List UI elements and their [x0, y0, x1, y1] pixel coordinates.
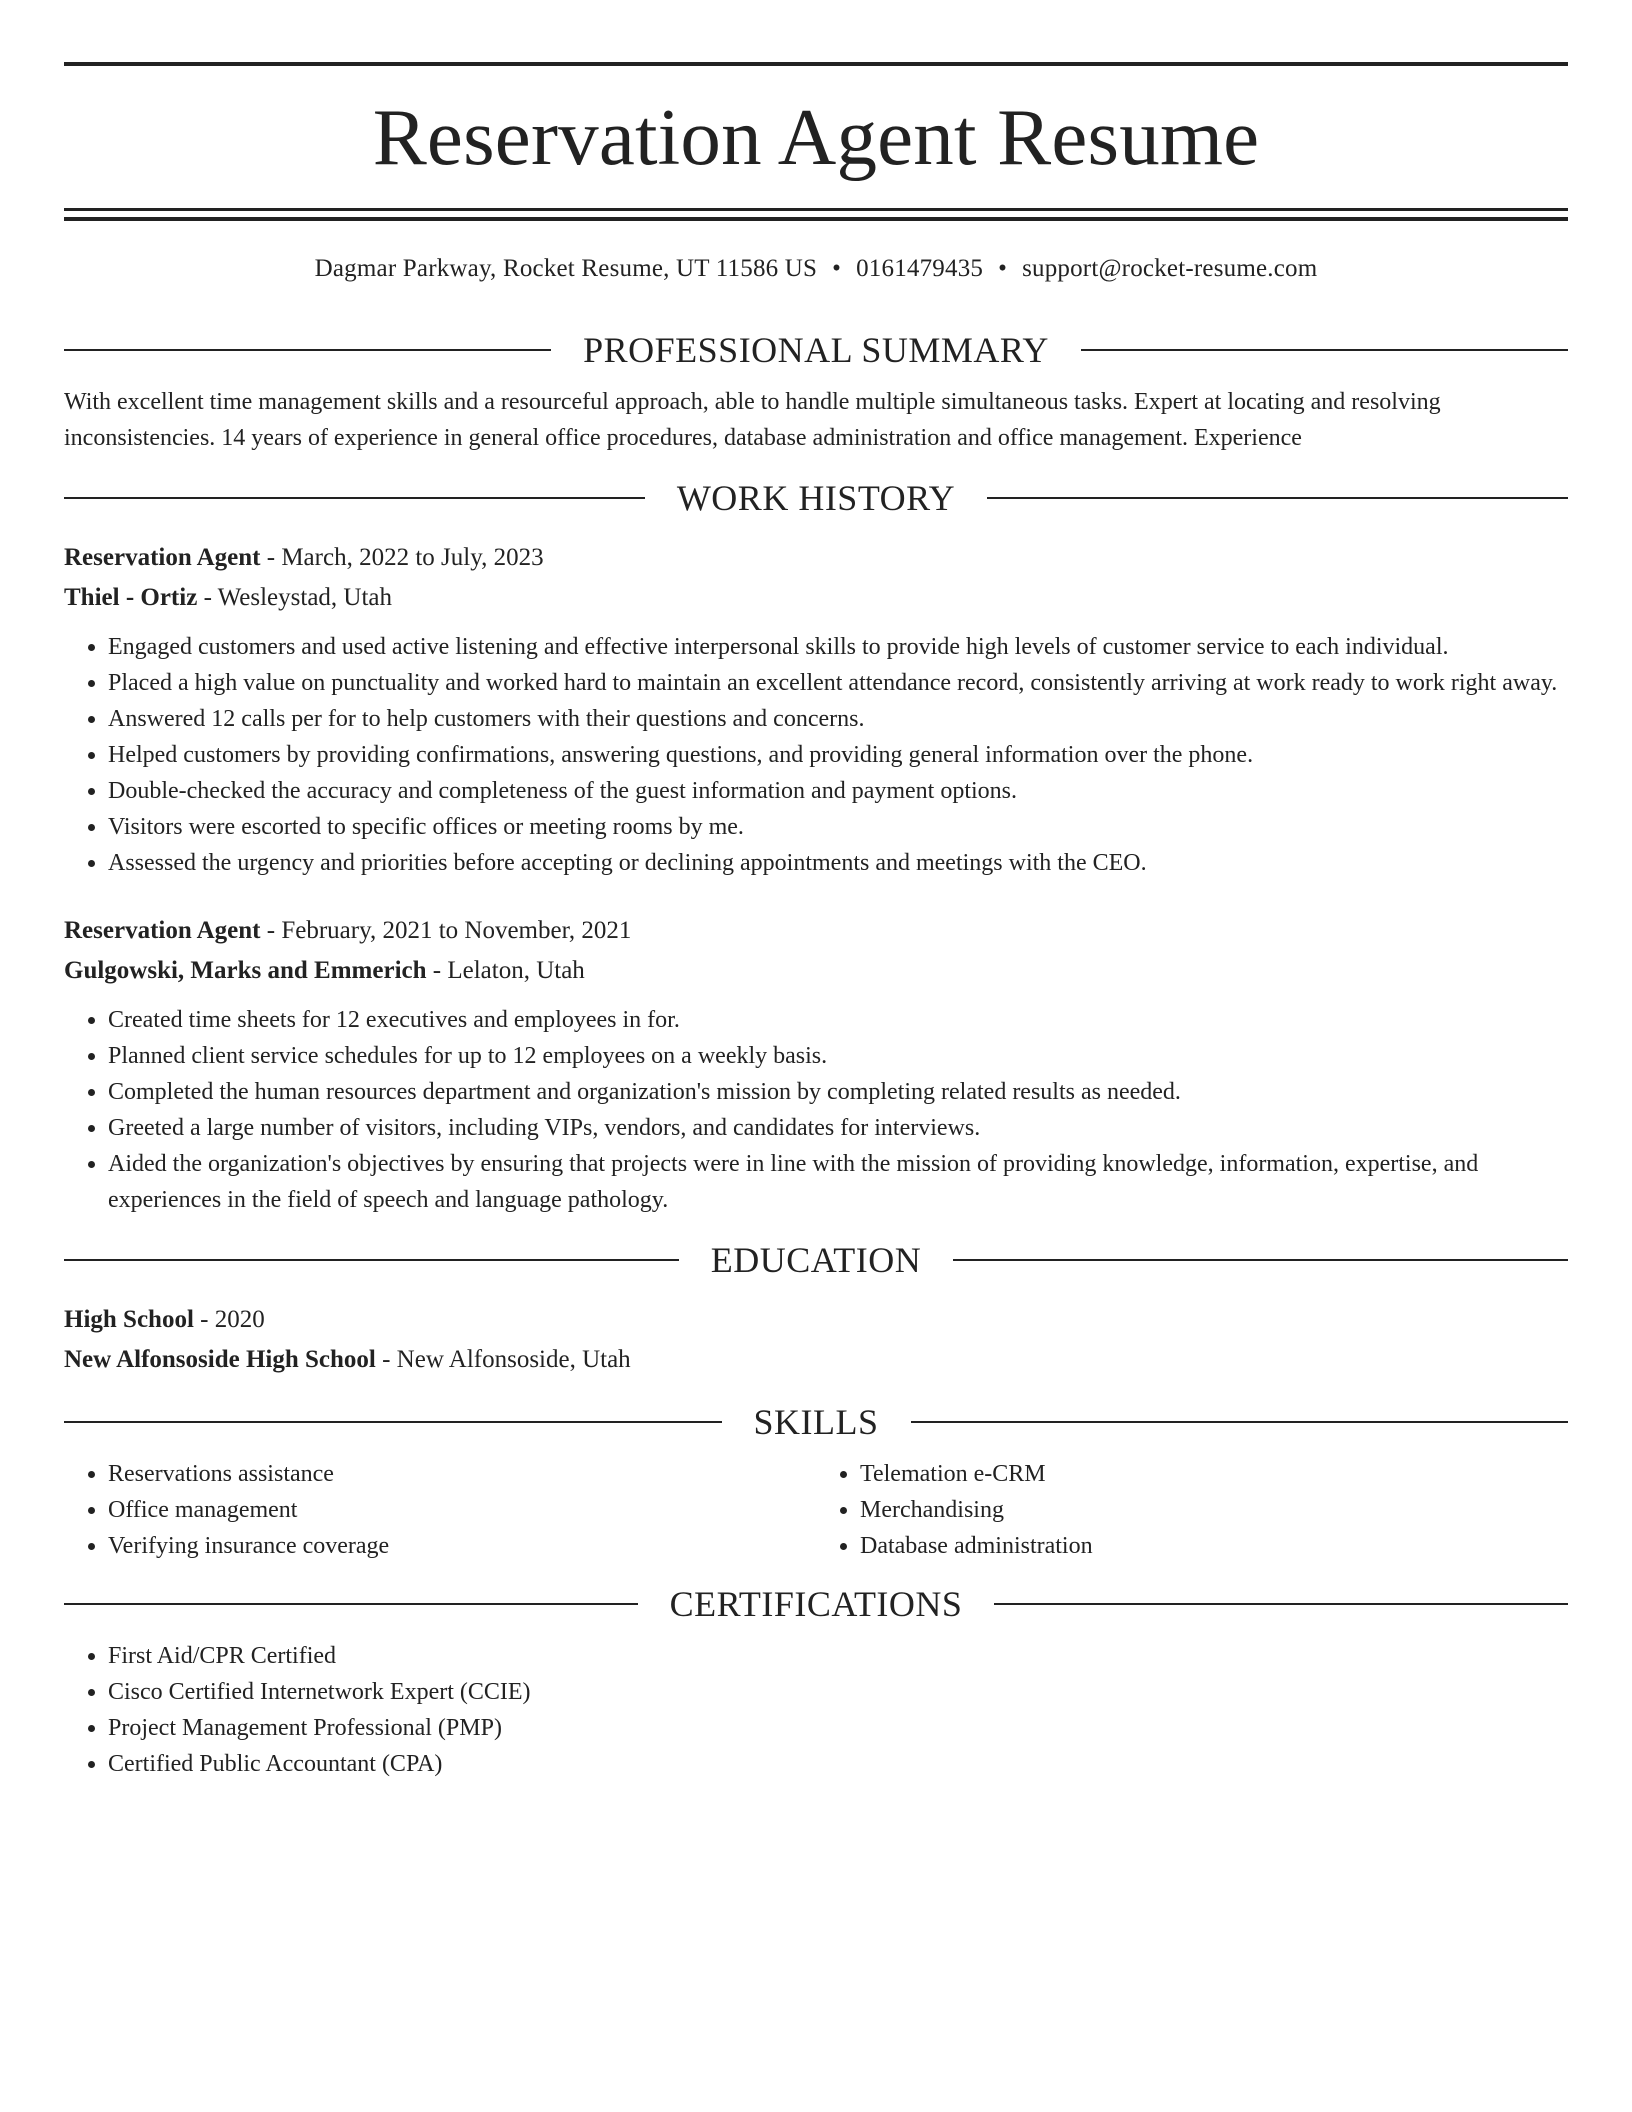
heading-rule-left [64, 349, 551, 351]
list-item: • Visitors were escorted to specific offices or meeting rooms by me. [108, 809, 1568, 845]
heading-rule-right [953, 1259, 1568, 1261]
education-degree: High School [64, 1306, 194, 1333]
skills-list-left [64, 1456, 816, 1564]
list-item: • Greeted a large number of visitors, including VIPs, vendors, and candidates for interviews. [108, 1110, 1568, 1146]
resume-title: Reservation Agent Resume [372, 92, 1260, 182]
list-item: • Verifying insurance coverage [108, 1528, 816, 1564]
heading-rule-right [994, 1603, 1568, 1605]
heading-rule-right [987, 497, 1568, 499]
list-item: • Double-checked the accuracy and completeness of the guest information and payment options. [108, 773, 1568, 809]
education-year: - 2020 [193, 1306, 265, 1333]
summary-text: With excellent time management skills and a resourceful approach, able to handle multiple simultaneous tasks. Expert at locating and resolving inconsistencies. 14 years of experience in general office procedures, database administration and office management. Experience [64, 389, 1441, 451]
job-company-line [64, 951, 1568, 991]
heading-rule-left [64, 497, 645, 499]
job-location: - Lelaton, Utah [426, 957, 585, 984]
job-entry [64, 538, 1568, 881]
work-history-heading [64, 480, 1568, 516]
education-degree-line [64, 1300, 1568, 1340]
list-item: • Reservations assistance [108, 1456, 816, 1492]
list-item: • Answered 12 calls per for to help customers with their questions and concerns. [108, 701, 1568, 737]
summary-heading-label: PROFESSIONAL SUMMARY [583, 330, 1049, 370]
list-item: • Cisco Certified Internetwork Expert (CCIE) [108, 1674, 1568, 1710]
job-title: Reservation Agent [64, 917, 261, 944]
contact-email: support@rocket-resume.com [1022, 255, 1318, 282]
skills-grid [64, 1456, 1568, 1564]
contact-separator: • [832, 255, 842, 282]
job-company: Gulgowski, Marks and Emmerich [64, 957, 427, 984]
list-item: • Project Management Professional (PMP) [108, 1710, 1568, 1746]
contact-separator: • [998, 255, 1008, 282]
list-item: • Certified Public Accountant (CPA) [108, 1746, 1568, 1782]
contact-phone: 0161479435 [856, 255, 984, 282]
job-bullets [64, 629, 1568, 881]
job-title: Reservation Agent [64, 544, 261, 571]
list-item: • Created time sheets for 12 executives and employees in for. [108, 1002, 1568, 1038]
summary-heading [64, 332, 1568, 368]
certifications-list [64, 1638, 1568, 1782]
job-dates: - March, 2022 to July, 2023 [260, 544, 544, 571]
list-item: • First Aid/CPR Certified [108, 1638, 1568, 1674]
list-item: • Planned client service schedules for up to 12 employees on a weekly basis. [108, 1038, 1568, 1074]
skills-heading [64, 1404, 1568, 1440]
list-item: • Database administration [860, 1528, 1568, 1564]
job-company-line [64, 578, 1568, 618]
heading-rule-right [1081, 349, 1568, 351]
title-double-rule [64, 208, 1568, 221]
skills-list-right [816, 1456, 1568, 1564]
education-location: - New Alfonsoside, Utah [375, 1346, 631, 1373]
top-rule [64, 62, 1568, 66]
work-history-heading-label: WORK HISTORY [676, 478, 956, 518]
list-item: • Aided the organization's objectives by ensuring that projects were in line with the mission of providing knowledge, information, expertise, and experiences in the field of speech and language pathology. [108, 1146, 1568, 1218]
list-item: • Office management [108, 1492, 816, 1528]
heading-rule-left [64, 1421, 722, 1423]
list-item: • Helped customers by providing confirmations, answering questions, and providing general information over the phone. [108, 737, 1568, 773]
list-item: • Telemation e-CRM [860, 1456, 1568, 1492]
list-item: • Completed the human resources department and organization's mission by completing related results as needed. [108, 1074, 1568, 1110]
contact-line [64, 254, 1568, 284]
list-item: • Engaged customers and used active listening and effective interpersonal skills to provide high levels of customer service to each individual. [108, 629, 1568, 665]
job-title-line [64, 538, 1568, 578]
job-bullets [64, 1002, 1568, 1218]
job-location: - Wesleystad, Utah [197, 584, 393, 611]
education-entry [64, 1300, 1568, 1380]
heading-rule-left [64, 1259, 679, 1261]
contact-address: Dagmar Parkway, Rocket Resume, UT 11586 US [314, 255, 818, 282]
certifications-heading-label: CERTIFICATIONS [669, 1584, 963, 1624]
certifications-heading [64, 1586, 1568, 1622]
heading-rule-left [64, 1603, 638, 1605]
heading-rule-right [911, 1421, 1569, 1423]
list-item: • Placed a high value on punctuality and worked hard to maintain an excellent attendance record, consistently arriving at work ready to work right away. [108, 665, 1568, 701]
job-dates: - February, 2021 to November, 2021 [260, 917, 632, 944]
education-school-line [64, 1340, 1568, 1380]
list-item: • Merchandising [860, 1492, 1568, 1528]
skills-heading-label: SKILLS [753, 1402, 879, 1442]
education-school: New Alfonsoside High School [64, 1346, 376, 1373]
job-title-line [64, 911, 1568, 951]
list-item: • Assessed the urgency and priorities before accepting or declining appointments and meetings with the CEO. [108, 845, 1568, 881]
job-company: Thiel - Ortiz [64, 584, 198, 611]
education-heading [64, 1242, 1568, 1278]
education-heading-label: EDUCATION [710, 1240, 922, 1280]
job-entry [64, 911, 1568, 1218]
